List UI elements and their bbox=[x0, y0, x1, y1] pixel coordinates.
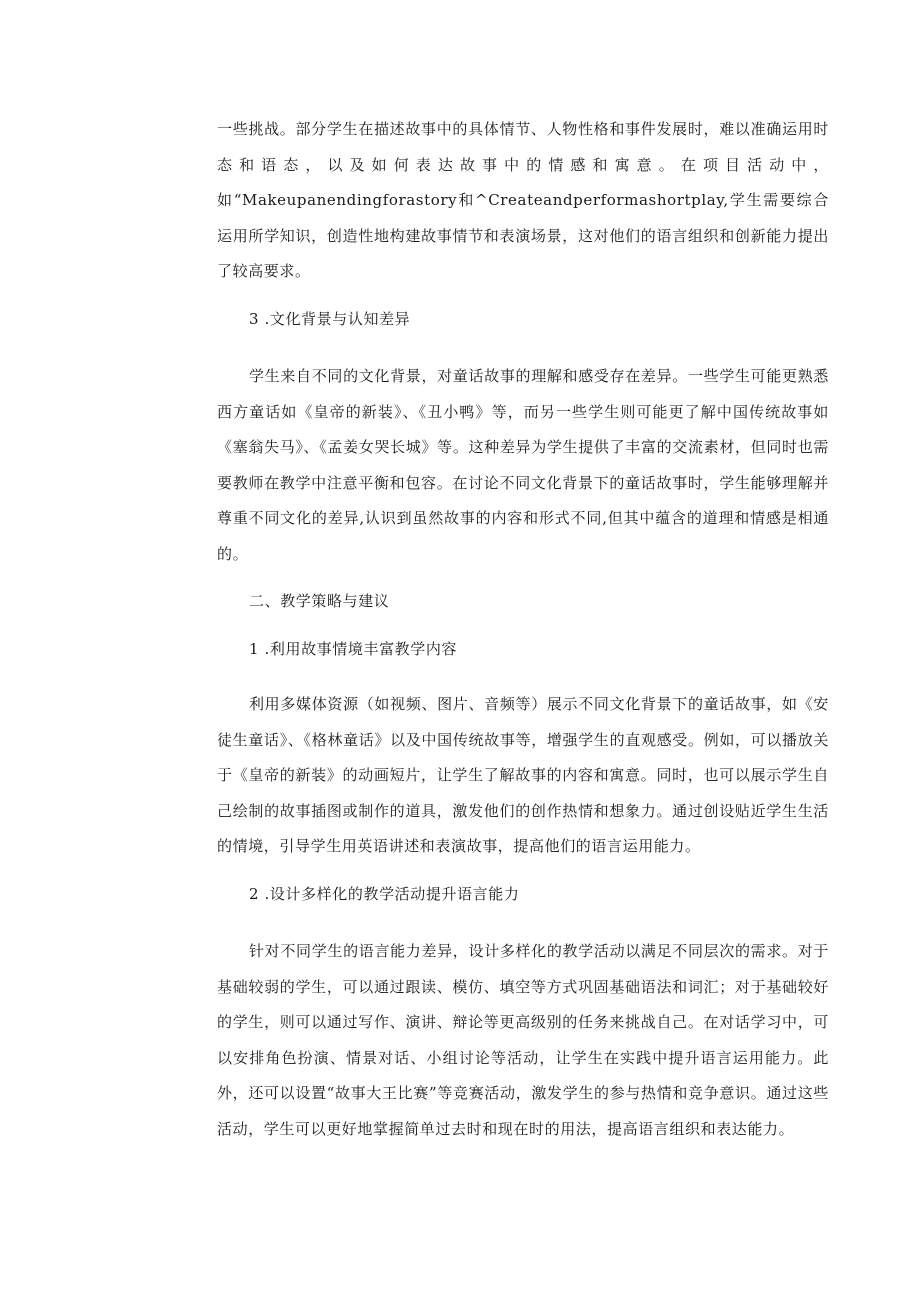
subheading-2-diverse-activities: 2 .设计多样化的教学活动提升语言能力 bbox=[249, 884, 520, 903]
text-column bbox=[217, 112, 829, 1147]
paragraph-challenges-continued: 一些挑战。部分学生在描述故事中的具体情节、人物性格和事件发展时，难以准确运用时态和语态，以及如何表达故事中的情感和寓意。在项目活动中，如“Makeupanendingforastory和^Createandperformashortplay,学生需要综合运用所学知识，创造性地构建故事情节和表演场景，这对他们的语言组织和创新能力提出了较高要求。 bbox=[217, 120, 829, 280]
paragraph-story-context: 利用多媒体资源（如视频、图片、音频等）展示不同文化背景下的童话故事，如《安徒生童话》、《格林童话》以及中国传统故事等，增强学生的直观感受。例如，可以播放关于《皇帝的新装》的动画短片，让学生了解故事的内容和寓意。同时，也可以展示学生自己绘制的故事插图或制作的道具，激发他们的创作热情和想象力。通过创设贴近学生生活的情境，引导学生用英语讲述和表演故事，提高他们的语言运用能力。 bbox=[217, 695, 829, 855]
paragraph-cultural-background: 学生来自不同的文化背景，对童话故事的理解和感受存在差异。一些学生可能更熟悉西方童话如《皇帝的新装》、《丑小鸭》等，而另一些学生则可能更了解中国传统故事如《塞翁失马》、《孟姜女哭长城》等。这种差异为学生提供了丰富的交流素材，但同时也需要教师在教学中注意平衡和包容。在讨论不同文化背景下的童话故事时，学生能够理解并尊重不同文化的差异,认识到虽然故事的内容和形式不同,但其中蕴含的道理和情感是相通的。 bbox=[217, 367, 829, 563]
section-heading-teaching-strategies: 二、教学策略与建议 bbox=[249, 592, 390, 610]
section-heading-3-cultural-background: 3 .文化背景与认知差异 bbox=[249, 309, 411, 328]
paragraph-diverse-activities: 针对不同学生的语言能力差异，设计多样化的教学活动以满足不同层次的需求。对于基础较弱的学生，可以通过跟读、模仿、填空等方式巩固基础语法和词汇；对于基础较好的学生，则可以通过写作、演讲、辩论等更高级别的任务来挑战自己。在对话学习中，可以安排角色扮演、情景对话、小组讨论等活动，让学生在实践中提升语言运用能力。此外，还可以设置“故事大王比赛”等竞赛活动，激发学生的参与热情和竞争意识。通过这些活动，学生可以更好地掌握简单过去时和现在时的用法，提高语言组织和表达能力。 bbox=[217, 942, 829, 1138]
subheading-1-story-context: 1 .利用故事情境丰富教学内容 bbox=[249, 639, 458, 658]
